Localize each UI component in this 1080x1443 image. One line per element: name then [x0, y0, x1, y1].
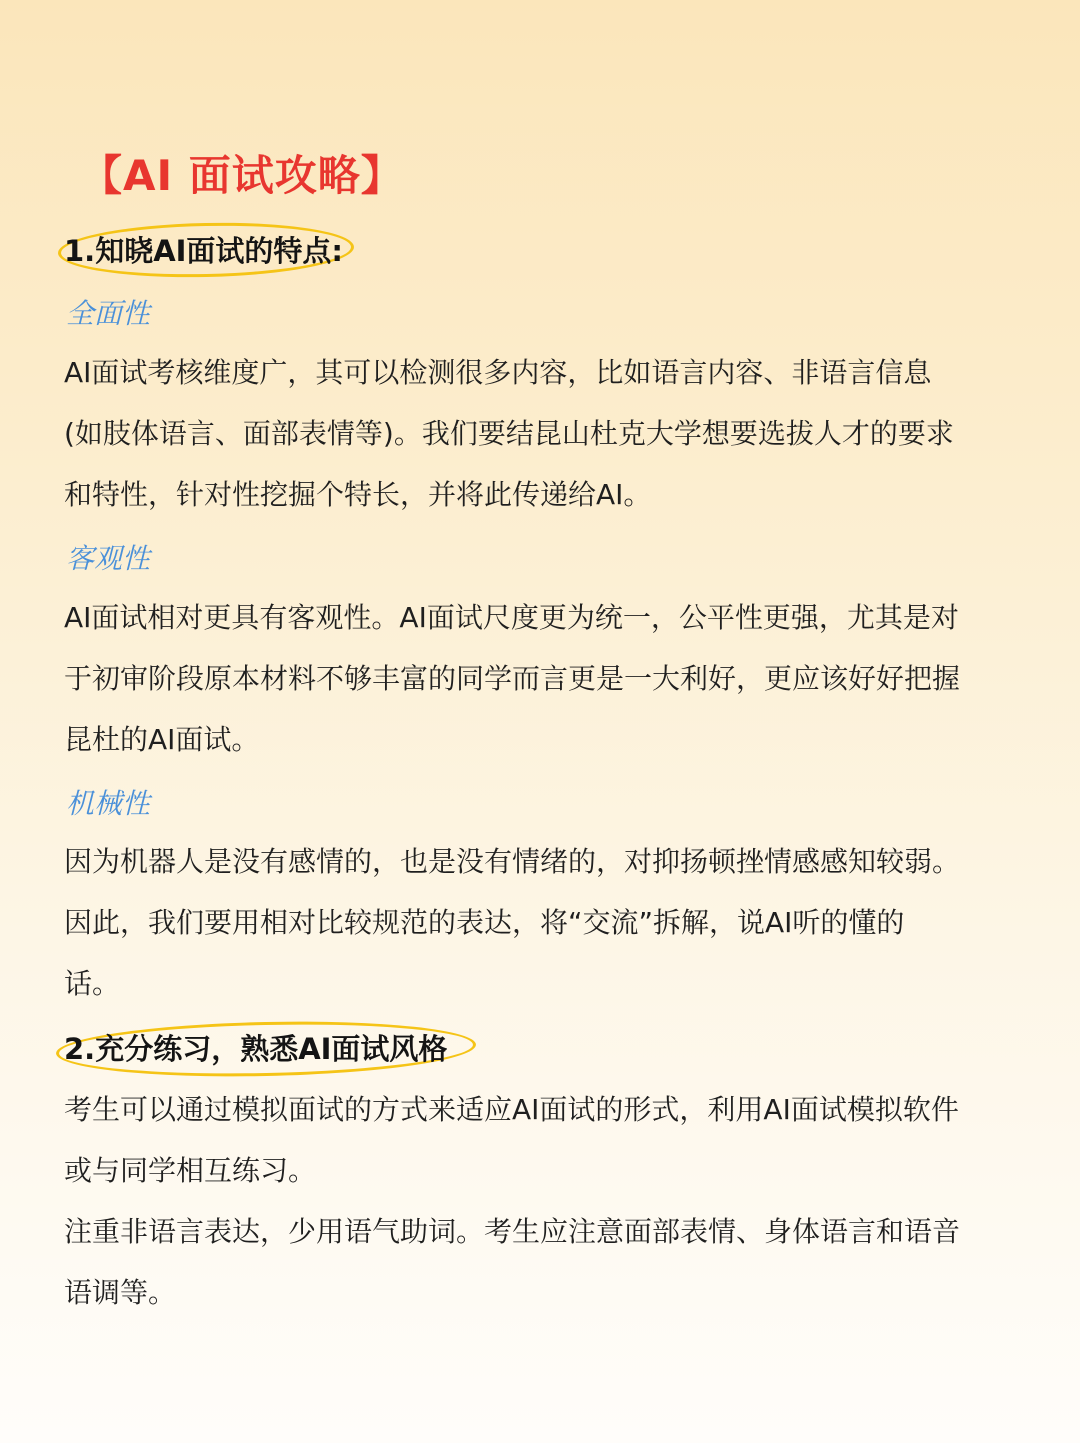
subtitle-comprehensive: 全面性 [66, 297, 151, 330]
paragraph-line: 注重非语言表达，少用语气助词。考生应注意面部表情、身体语言和语音 [64, 1215, 961, 1248]
paragraph-line: 和特性，针对性挖掘个特长，并将此传递给AI。 [64, 478, 652, 511]
section-1-heading: 1.知晓AI面试的特点: [64, 234, 344, 268]
paragraph-line: 话。 [64, 967, 121, 1000]
subtitle-objective: 客观性 [66, 542, 151, 575]
paragraph-line: 因此，我们要用相对比较规范的表达，将“交流”拆解，说AI听的懂的 [64, 906, 905, 939]
paragraph-line: 考生可以通过模拟面试的方式来适应AI面试的形式，利用AI面试模拟软件 [64, 1093, 959, 1126]
paragraph-line: AI面试相对更具有客观性。AI面试尺度更为统一，公平性更强，尤其是对 [64, 601, 959, 634]
paragraph-mechanical [64, 831, 960, 1014]
page-title: 【AI 面试攻略】 [80, 151, 404, 200]
paragraph-line: AI面试考核维度广，其可以检测很多内容，比如语言内容、非语言信息 [64, 356, 932, 389]
paragraph-comprehensive [64, 342, 954, 525]
paragraph-line: (如肢体语言、面部表情等)。我们要结昆山杜克大学想要选拔人才的要求 [64, 417, 954, 450]
subtitle-mechanical: 机械性 [66, 787, 151, 820]
paragraph-objective [64, 587, 960, 770]
section-2-heading: 2.充分练习，熟悉AI面试风格 [64, 1032, 448, 1066]
paragraph-line: 因为机器人是没有感情的，也是没有情绪的，对抑扬顿挫情感感知较弱。 [64, 845, 961, 878]
paragraph-line: 于初审阶段原本材料不够丰富的同学而言更是一大利好，更应该好好把握 [64, 662, 961, 695]
paragraph-line: 昆杜的AI面试。 [64, 723, 260, 756]
paragraph-line: 或与同学相互练习。 [64, 1154, 317, 1187]
paragraph-line: 语调等。 [64, 1276, 177, 1309]
paragraph-practice [64, 1079, 960, 1323]
